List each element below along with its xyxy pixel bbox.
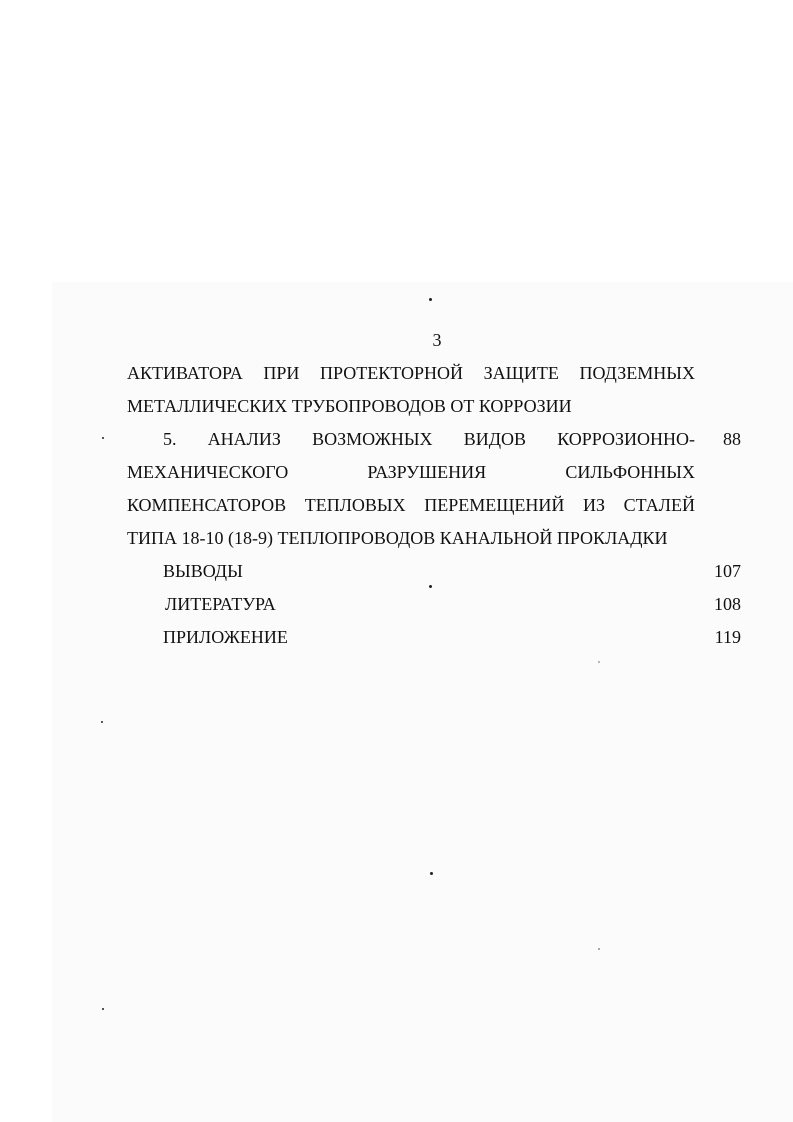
toc-entry-title: ПРИЛОЖЕНИЕ bbox=[163, 627, 288, 647]
toc-page-number: 108 bbox=[714, 594, 741, 614]
toc-chapter-5-line-2 bbox=[127, 456, 695, 489]
scan-speck bbox=[429, 298, 432, 301]
toc-word: ИЗ bbox=[583, 495, 606, 515]
toc-word: АНАЛИЗ bbox=[207, 429, 281, 449]
toc-word: ТЕПЛОВЫХ bbox=[304, 495, 406, 515]
toc-chapter-5-line-1 bbox=[127, 423, 695, 456]
scan-speck bbox=[430, 872, 433, 875]
scan-speck bbox=[102, 437, 104, 439]
toc-word: МЕХАНИЧЕСКОГО bbox=[127, 462, 289, 482]
toc-word: СТАЛЕЙ bbox=[623, 495, 695, 515]
toc-entry-title: ЛИТЕРАТУРА bbox=[165, 594, 276, 614]
toc-entry-literature[interactable] bbox=[127, 588, 741, 621]
toc-word: ПРИ bbox=[263, 363, 300, 383]
toc-entry-title: ВЫВОДЫ bbox=[163, 561, 243, 581]
toc-word: 5. bbox=[163, 429, 177, 449]
page-number: 3 bbox=[432, 330, 442, 350]
toc-page-number: 107 bbox=[714, 561, 741, 581]
toc-entry-appendix[interactable] bbox=[127, 621, 741, 654]
toc-word: ВОЗМОЖНЫХ bbox=[312, 429, 433, 449]
toc-word: СИЛЬФОННЫХ bbox=[565, 462, 695, 482]
toc-word: АКТИВАТОРА bbox=[127, 363, 243, 383]
toc-page-number: 119 bbox=[714, 627, 741, 647]
toc-continued-line-1 bbox=[127, 357, 695, 390]
scan-speck bbox=[101, 721, 103, 723]
toc-word: РАЗРУШЕНИЯ bbox=[367, 462, 487, 482]
table-of-contents bbox=[127, 357, 741, 654]
toc-word: ПРОТЕКТОРНОЙ bbox=[320, 363, 464, 383]
toc-word: КОМПЕНСАТОРОВ bbox=[127, 495, 287, 515]
toc-chapter-5-line-4: ТИПА 18-10 (18-9) ТЕПЛОПРОВОДОВ КАНАЛЬНОЙ ПРОКЛАДКИ bbox=[127, 528, 668, 548]
toc-word: ЗАЩИТЕ bbox=[483, 363, 559, 383]
toc-continued-line-2: МЕТАЛЛИЧЕСКИХ ТРУБОПРОВОДОВ ОТ КОРРОЗИИ bbox=[127, 396, 572, 416]
scan-speck bbox=[598, 948, 600, 950]
scan-speck bbox=[598, 661, 600, 663]
toc-word: ПЕРЕМЕЩЕНИЙ bbox=[424, 495, 565, 515]
toc-chapter-5-line-3 bbox=[127, 489, 695, 522]
scan-speck bbox=[102, 1008, 104, 1010]
toc-word: ПОДЗЕМНЫХ bbox=[579, 363, 695, 383]
toc-word: КОРРОЗИОННО- bbox=[557, 429, 695, 449]
toc-word: ВИДОВ bbox=[463, 429, 526, 449]
toc-entry-conclusions[interactable] bbox=[127, 555, 741, 588]
toc-page-number: 88 bbox=[723, 429, 741, 449]
toc-entry-chapter-5[interactable] bbox=[127, 423, 741, 456]
